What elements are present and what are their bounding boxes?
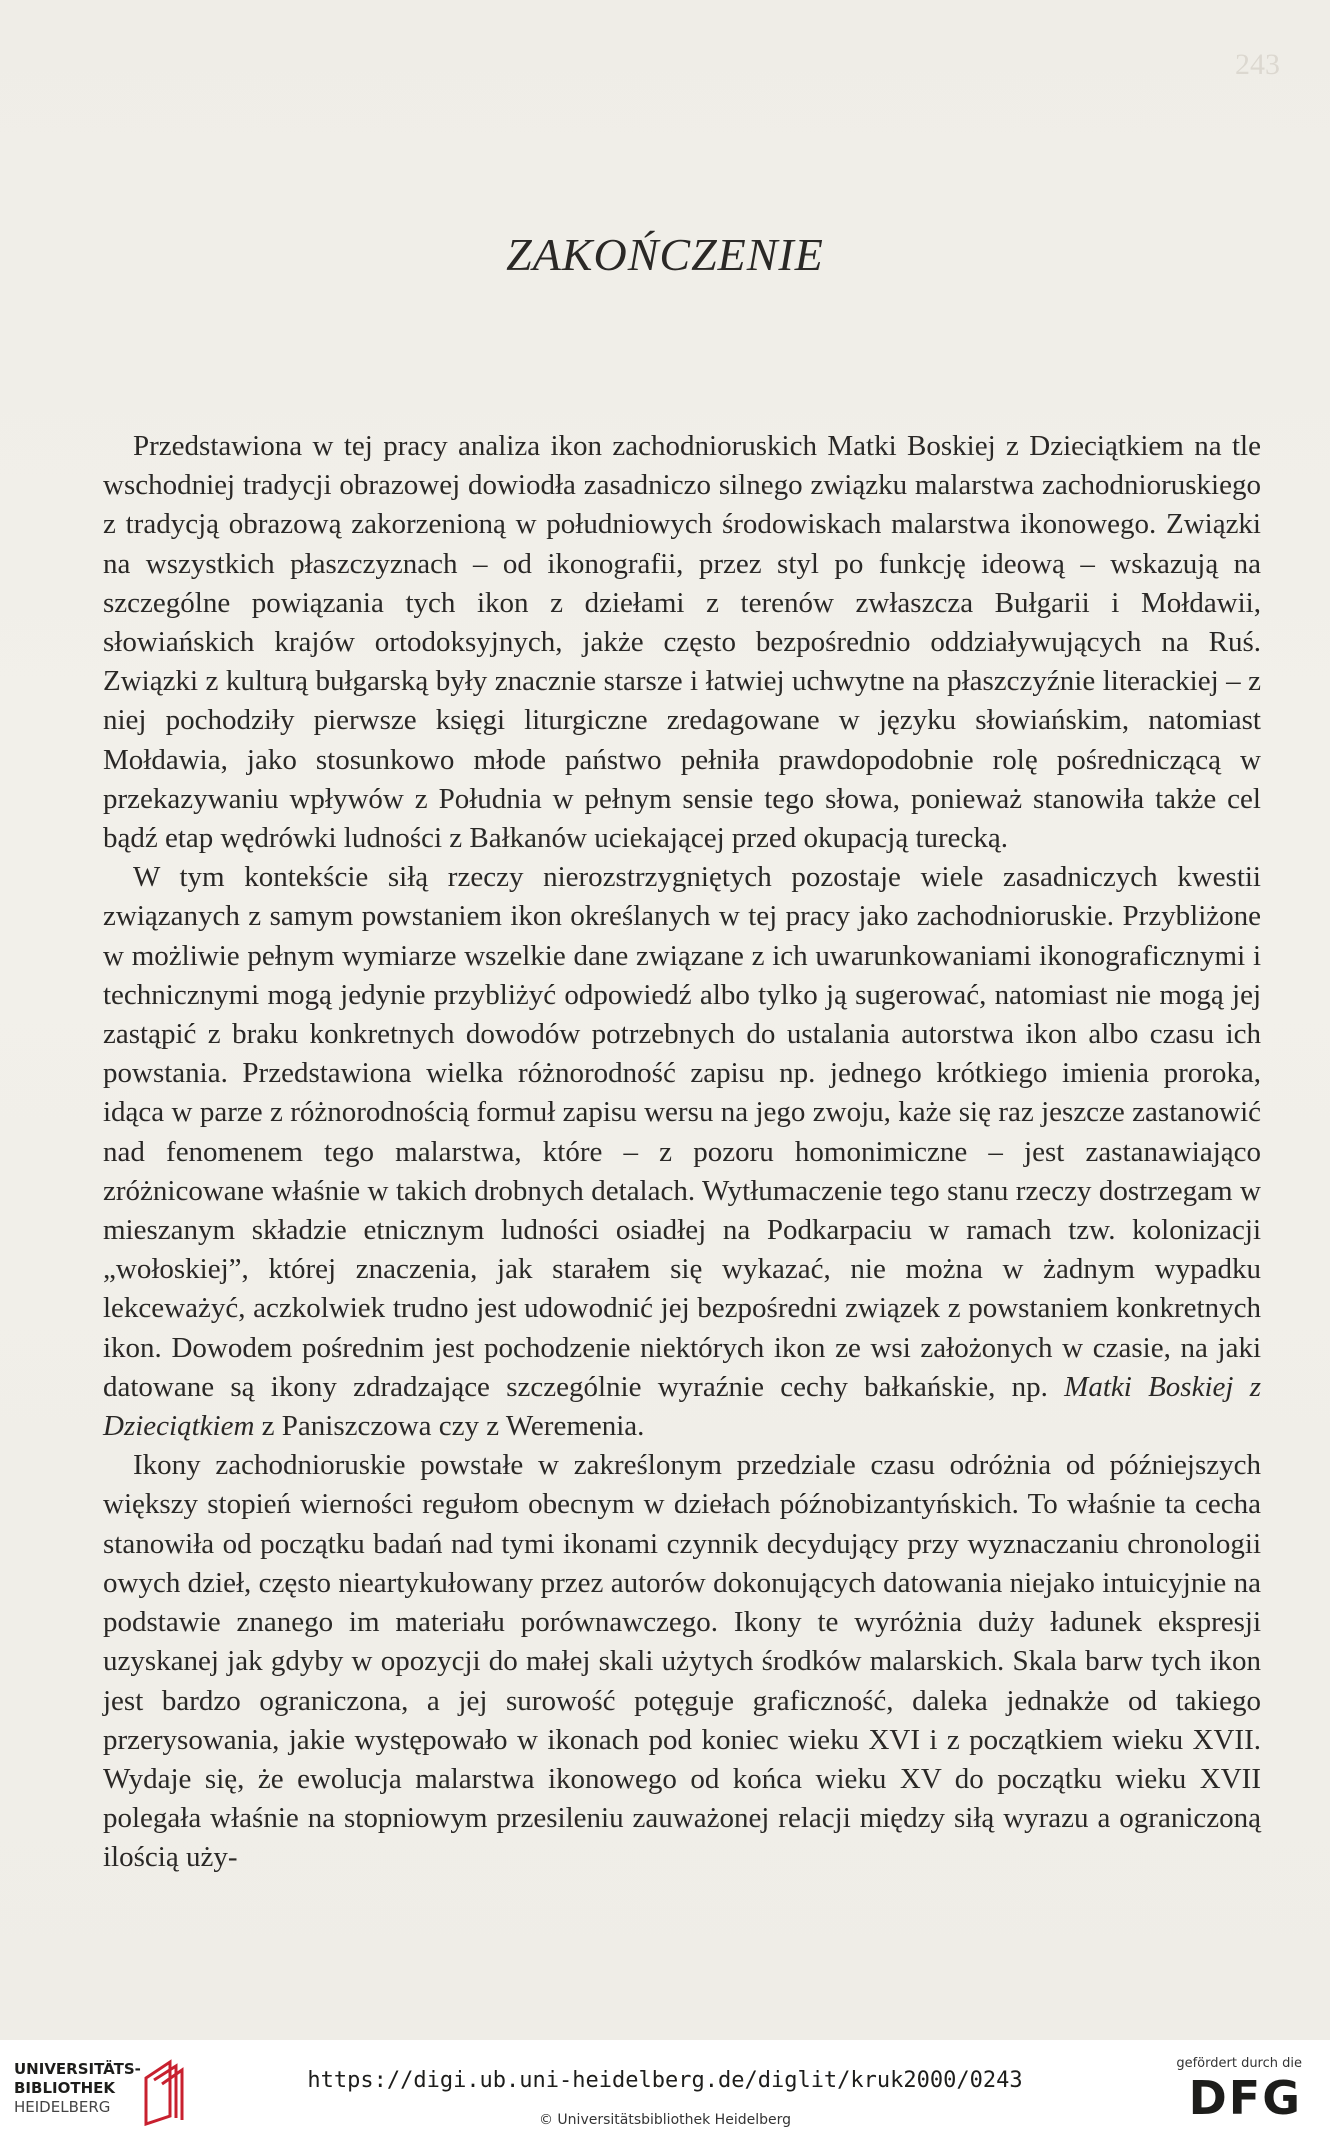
footer-bar (0, 2040, 1330, 2149)
library-line-3: HEIDELBERG (14, 2098, 111, 2116)
library-line-1: UNIVERSITÄTS- (14, 2060, 141, 2078)
paragraph-1: Przedstawiona w tej pracy analiza ikon zachodnioruskich Matki Boskiej z Dzieciątkiem na tle wschodniej tradycji obrazowej dowiodła zasadniczo silnego związku malarstwa zachodnioruskiego z tradycją obrazową zakorzenioną w południowych środowiskach malarstwa ikonowego. Związki na wszystkich płaszczyznach – od ikonografii, przez styl po funkcję ideową – wskazują na szczególne powiązania tych ikon z dziełami z terenów zwłaszcza Bułgarii i Mołdawii, słowiańskich krajów ortodoksyjnych, jakże często bezpośrednio oddziaływujących na Ruś. Związki z kulturą bułgarską były znacznie starsze i łatwiej uchwytne na płaszczyźnie literackiej – z niej pochodziły pierwsze księgi liturgiczne zredagowane w języku słowiańskim, natomiast Mołdawia, jako stosunkowo młode państwo pełniła prawdopodobnie rolę pośredniczącą w przekazywaniu wpływów z Południa w pełnym sensie tego słowa, ponieważ stanowiła także cel bądź etap wędrówki ludności z Bałkanów uciekającej przed okupacją turecką. (103, 430, 1261, 855)
paragraph-2-italic: Matki Boskiej z Dzieciątkiem (103, 1370, 1261, 1443)
paragraph-2-text: W tym kontekście siłą rzeczy nierozstrzygniętych pozostaje wiele zasadniczych kwestii związanych z samym powstaniem ikon określanych w tej pracy jako zachodnioruskie. Przybliżone w możliwie pełnym wymiarze wszelkie dane związane z ich uwarunkowaniami ikonograficznymi i technicznymi mogą jedynie przybliżyć odpowiedź albo tylko ją sugerować, natomiast nie mogą jej zastąpić z braku konkretnych dowodów potrzebnych do ustalania autorstwa ikon albo czasu ich powstania. Przedstawiona wielka różnorodność zapisu np. jednego krótkiego imienia proroka, idąca w parze z różnorodnością formuł zapisu wersu na jego zwoju, każe się raz jeszcze zastanowić nad fenomenem tego malarstwa, które – z pozoru homonimiczne – jest zastanawiająco zróżnicowane właśnie w takich drobnych detalach. Wytłumaczenie tego stanu rzeczy dostrzegam w mieszanym składzie etnicznym ludności osiadłej na Podkarpaciu w ramach tzw. kolonizacji „wołoskiej”, której znaczenia, jak starałem się wykazać, nie można w żadnym wypadku lekceważyć, aczkolwiek trudno jest udowodnić jej bezpośredni związek z powstaniem konkretnych ikon. Dowodem pośrednim jest pochodzenie niektórych ikon ze wsi założonych w czasie, na jaki datowane są ikony zdradzające szczególnie wyraźnie cechy bałkańskie, np. (103, 861, 1261, 1403)
funder-logo[interactable] (1152, 2056, 1302, 2136)
dfg-logo: DFG (1188, 2071, 1302, 2125)
body-text (103, 427, 1261, 1878)
copyright-notice: © Universitätsbibliothek Heidelberg (538, 2112, 791, 2128)
page-number: 243 (1235, 48, 1280, 81)
library-line-2: BIBLIOTHEK (14, 2079, 115, 2097)
paragraph-3: Ikony zachodnioruskie powstałe w zakreślonym przedziale czasu odróżnia od późniejszych większy stopień wierności regułom obecnym w dziełach późnobizantyńskich. To właśnie ta cecha stanowiła od początku badań nad tymi ikonami czynnik decydujący przy wyznaczaniu chronologii owych dzieł, często nieartykułowany przez autorów dokonujących datowania niejako intuicyjnie na podstawie znanego im materiału porównawczego. Ikony te wyróżnia duży ładunek ekspresji uzyskanej jak gdyby w opozycji do małej skali użytych środków malarskich. Skala barw tych ikon jest bardzo ograniczona, a jej surowość potęguje graficzność, daleka jednakże od takiego przerysowania, jakie występowało w ikonach pod koniec wieku XVI i z początkiem wieku XVII. Wydaje się, że ewolucja malarstwa ikonowego od końca wieku XV do początku wieku XVII polegała właśnie na stopniowym przesileniu zauważonej relacji między siłą wyrazu a ograniczoną ilością uży- (103, 1449, 1261, 1874)
chapter-title: ZAKOŃCZENIE (506, 229, 824, 280)
permalink-url[interactable]: https://digi.ub.uni-heidelberg.de/diglit/kruk2000/0243 (307, 2068, 1023, 2093)
paragraph-2-text-end: z Paniszczowa czy z Weremenia. (254, 1410, 645, 1443)
funder-caption: gefördert durch die (1176, 2056, 1302, 2071)
paragraph-2 (103, 858, 1261, 1446)
